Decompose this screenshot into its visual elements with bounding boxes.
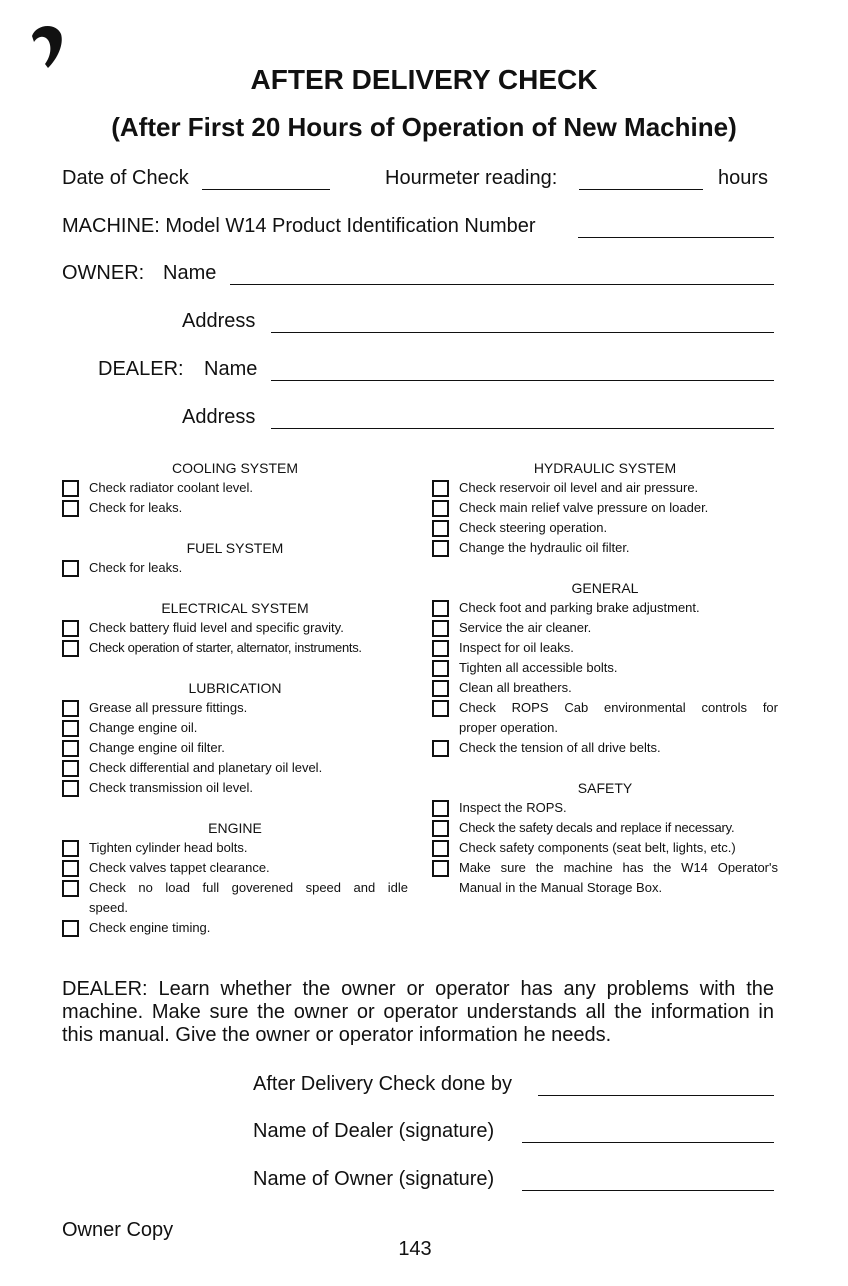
checkbox[interactable] [432,840,449,857]
engine-heading: ENGINE [208,820,262,836]
checklist-item[interactable]: Clean all breathers. [432,678,778,698]
checkbox[interactable] [62,860,79,877]
checkbox[interactable] [432,800,449,817]
checklist-item[interactable]: Check main relief valve pressure on loader. [432,498,778,518]
checklist-item[interactable]: Check steering operation. [432,518,778,538]
checklist-item[interactable]: Inspect for oil leaks. [432,638,778,658]
checklist-item[interactable]: Check ROPS Cab environmental controls for [432,698,778,718]
date-of-check-field[interactable] [202,189,330,190]
owner-copy-label: Owner Copy [62,1219,174,1241]
checkbox[interactable] [62,760,79,777]
checklist-item[interactable]: Tighten cylinder head bolts. [62,838,408,858]
checkbox[interactable] [432,540,449,557]
fuel-system-heading: FUEL SYSTEM [186,540,284,556]
checklist-item[interactable]: Check reservoir oil level and air pressure. [432,478,778,498]
owner-name-label: Name [163,262,217,284]
checkbox[interactable] [62,480,79,497]
checkbox[interactable] [62,640,79,657]
dealer-name-field[interactable] [271,380,774,381]
dealer-signature-field[interactable] [522,1142,774,1143]
owner-name-field[interactable] [230,284,774,285]
checkbox[interactable] [432,860,449,877]
page-subtitle: (After First 20 Hours of Operation of New Machine) [111,112,737,142]
checkbox[interactable] [62,560,79,577]
checklist-item[interactable]: Check valves tappet clearance. [62,858,408,878]
hydraulic-system-heading: HYDRAULIC SYSTEM [533,460,677,476]
checklist-item[interactable]: Check differential and planetary oil level. [62,758,408,778]
checklist-item[interactable]: Tighten all accessible bolts. [432,658,778,678]
checklist-item-continuation: speed. [89,900,129,915]
checklist-item[interactable]: Inspect the ROPS. [432,798,778,818]
dealer-signature-label: Name of Dealer (signature) [253,1120,495,1142]
page-title: AFTER DELIVERY CHECK [250,64,598,95]
checkbox[interactable] [62,840,79,857]
checkbox[interactable] [432,740,449,757]
checkbox[interactable] [432,680,449,697]
checklist-item[interactable]: Service the air cleaner. [432,618,778,638]
owner-signature-label: Name of Owner (signature) [253,1168,495,1190]
checklist-item-continuation: proper operation. [459,720,559,735]
checklist-item[interactable]: Grease all pressure fittings. [62,698,408,718]
owner-address-label: Address [182,310,256,332]
checklist-item[interactable]: Check battery fluid level and specific gravity. [62,618,408,638]
checklist-item[interactable]: Check operation of starter, alternator, instruments. [62,638,408,658]
checklist-item[interactable]: Check safety components (seat belt, lights, etc.) [432,838,778,858]
checkbox[interactable] [432,500,449,517]
owner-address-field[interactable] [271,332,774,333]
dealer-label: DEALER: [98,358,184,380]
checkbox[interactable] [62,880,79,897]
checkbox[interactable] [432,820,449,837]
page-number: 143 [398,1238,432,1260]
checklist-item[interactable]: Change engine oil. [62,718,408,738]
left-checklist-column [62,458,408,938]
checkbox[interactable] [62,740,79,757]
cooling-system-heading: COOLING SYSTEM [171,460,299,476]
machine-label: MACHINE: Model W14 Product Identification Number [62,215,536,237]
checklist-item[interactable]: Check radiator coolant level. [62,478,408,498]
checklist-item[interactable]: Check foot and parking brake adjustment. [432,598,778,618]
checklist-item-continuation: Manual in the Manual Storage Box. [459,880,663,895]
checkbox[interactable] [432,480,449,497]
hourmeter-reading-field[interactable] [579,189,703,190]
checkbox[interactable] [62,780,79,797]
checklist-item[interactable]: Check no load full goverened speed and idle [62,878,408,898]
checkbox[interactable] [62,620,79,637]
owner-signature-field[interactable] [522,1190,774,1191]
checklist-item[interactable]: Check the tension of all drive belts. [432,738,778,758]
checkbox[interactable] [62,500,79,517]
checkbox[interactable] [62,920,79,937]
dealer-instructions: DEALER: Learn whether the owner or operator has any problems with the machine. Make sure the owner or operator understands all the information in this manual. Give the owner or operator information he needs. [62,978,774,1046]
checkbox[interactable] [432,620,449,637]
product-id-field[interactable] [578,237,774,238]
safety-heading: SAFETY [577,780,633,796]
delivery-check-by-label: After Delivery Check done by [253,1073,513,1095]
checklist-item[interactable]: Change engine oil filter. [62,738,408,758]
checklist-item[interactable]: Change the hydraulic oil filter. [432,538,778,558]
checkbox[interactable] [62,700,79,717]
checklist-item[interactable]: Check for leaks. [62,558,408,578]
checklist-item[interactable]: Check for leaks. [62,498,408,518]
hours-unit-label: hours [718,167,769,189]
dealer-address-field[interactable] [271,428,774,429]
dealer-name-label: Name [204,358,258,380]
checklist-item[interactable]: Check engine timing. [62,918,408,938]
electrical-system-heading: ELECTRICAL SYSTEM [161,600,309,616]
checkbox[interactable] [432,700,449,717]
checkbox[interactable] [432,600,449,617]
checklist-item[interactable]: Check transmission oil level. [62,778,408,798]
lubrication-heading: LUBRICATION [188,680,282,696]
owner-label: OWNER: [62,262,145,284]
delivery-check-by-field[interactable] [538,1095,774,1096]
checkbox[interactable] [432,660,449,677]
general-heading: GENERAL [571,580,639,596]
right-checklist-column [432,458,778,898]
dealer-address-label: Address [182,406,256,428]
checklist-item[interactable]: Make sure the machine has the W14 Operator's [432,858,778,878]
date-of-check-label: Date of Check [62,167,189,189]
checkbox[interactable] [62,720,79,737]
corner-mark-icon [30,22,64,70]
checkbox[interactable] [432,520,449,537]
checklist-item[interactable]: Check the safety decals and replace if necessary. [432,818,778,838]
hourmeter-reading-label: Hourmeter reading: [385,167,558,189]
checkbox[interactable] [432,640,449,657]
